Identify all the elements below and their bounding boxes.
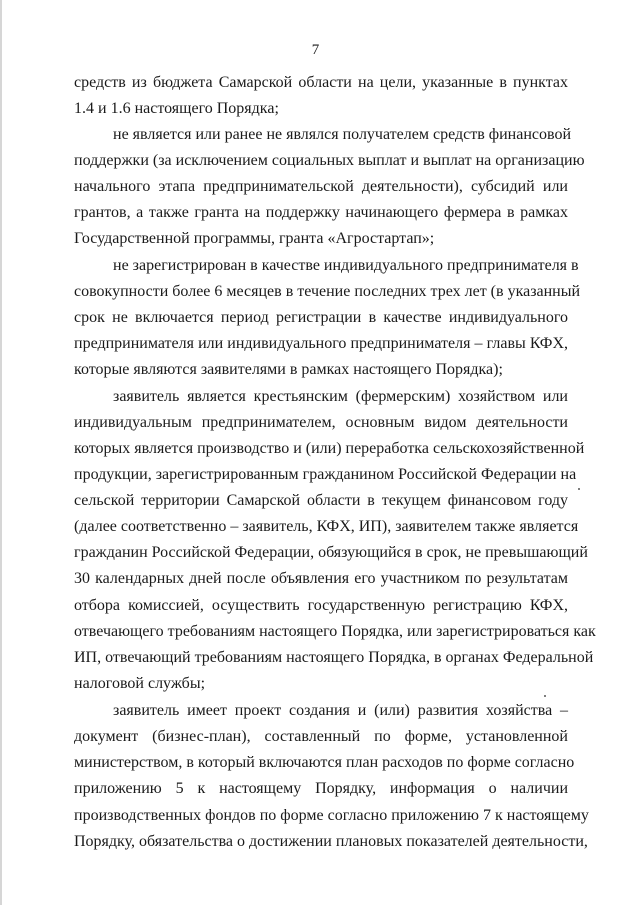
text-line: поддержки (за исключением социальных выплат и выплат на организацию [74, 152, 585, 169]
text-line: отбора комиссией, осуществить государственную регистрацию КФХ, [74, 597, 568, 614]
text-line: средств из бюджета Самарской области на цели, указанные в пунктах [74, 74, 568, 91]
text-line: предпринимателя или индивидуального предпринимателя – главы КФХ, [74, 335, 568, 352]
text-line: производственных фондов по форме согласно приложению 7 к настоящему [74, 807, 589, 824]
text-line: ИП, отвечающий требованиям настоящего Порядка, в органах Федеральной [74, 649, 594, 666]
text-line: продукции, зарегистрированным гражданином Российской Федерации на [74, 466, 577, 483]
text-line: налоговой службы; [74, 675, 206, 692]
text-line: Государственной программы, гранта «Агростартап»; [74, 230, 435, 247]
text-line: не является или ранее не являлся получателем средств финансовой [113, 126, 572, 143]
text-line: срок не включается период регистрации в качестве индивидуального [74, 309, 568, 326]
text-line: отвечающего требованиям настоящего Порядка, или зарегистрироваться как [74, 623, 596, 640]
text-line: 1.4 и 1.6 настоящего Порядка; [74, 100, 279, 117]
text-line: заявитель имеет проект создания и (или) развития хозяйства – [113, 702, 568, 719]
text-line: которые являются заявителями в рамках настоящего Порядка); [74, 361, 503, 378]
text-line: сельской территории Самарской области в текущем финансовом году [74, 492, 568, 509]
text-line: грантов, а также гранта на поддержку начинающего фермера в рамках [74, 204, 568, 221]
scan-speck [578, 488, 580, 490]
text-line: которых является производство и (или) переработка сельскохозяйственной [74, 440, 585, 457]
text-line: (далее соответственно – заявитель, КФХ, ИП), заявителем также является [74, 518, 579, 535]
scan-speck [544, 695, 546, 697]
text-line: приложению 5 к настоящему Порядку, информация о наличии [74, 780, 568, 797]
text-line: индивидуальным предпринимателем, основным видом деятельности [74, 414, 568, 431]
page-number: 7 [311, 42, 320, 58]
text-line: гражданин Российской Федерации, обязующийся в срок, не превышающий [74, 544, 588, 561]
text-line: 30 календарных дней после объявления его участником по результатам [74, 570, 568, 587]
text-line: не зарегистрирован в качестве индивидуального предпринимателя в [113, 257, 579, 274]
text-line: Порядку, обязательства о достижении плановых показателей деятельности, [74, 833, 588, 850]
text-line: заявитель является крестьянским (фермерским) хозяйством или [113, 388, 568, 405]
text-line: документ (бизнес-план), составленный по форме, установленной [74, 728, 568, 745]
text-line: начального этапа предпринимательской деятельности), субсидий или [74, 178, 568, 195]
text-line: министерством, в который включаются план расходов по форме согласно [74, 754, 575, 771]
text-line: совокупности более 6 месяцев в течение последних трех лет (в указанный [74, 283, 581, 300]
